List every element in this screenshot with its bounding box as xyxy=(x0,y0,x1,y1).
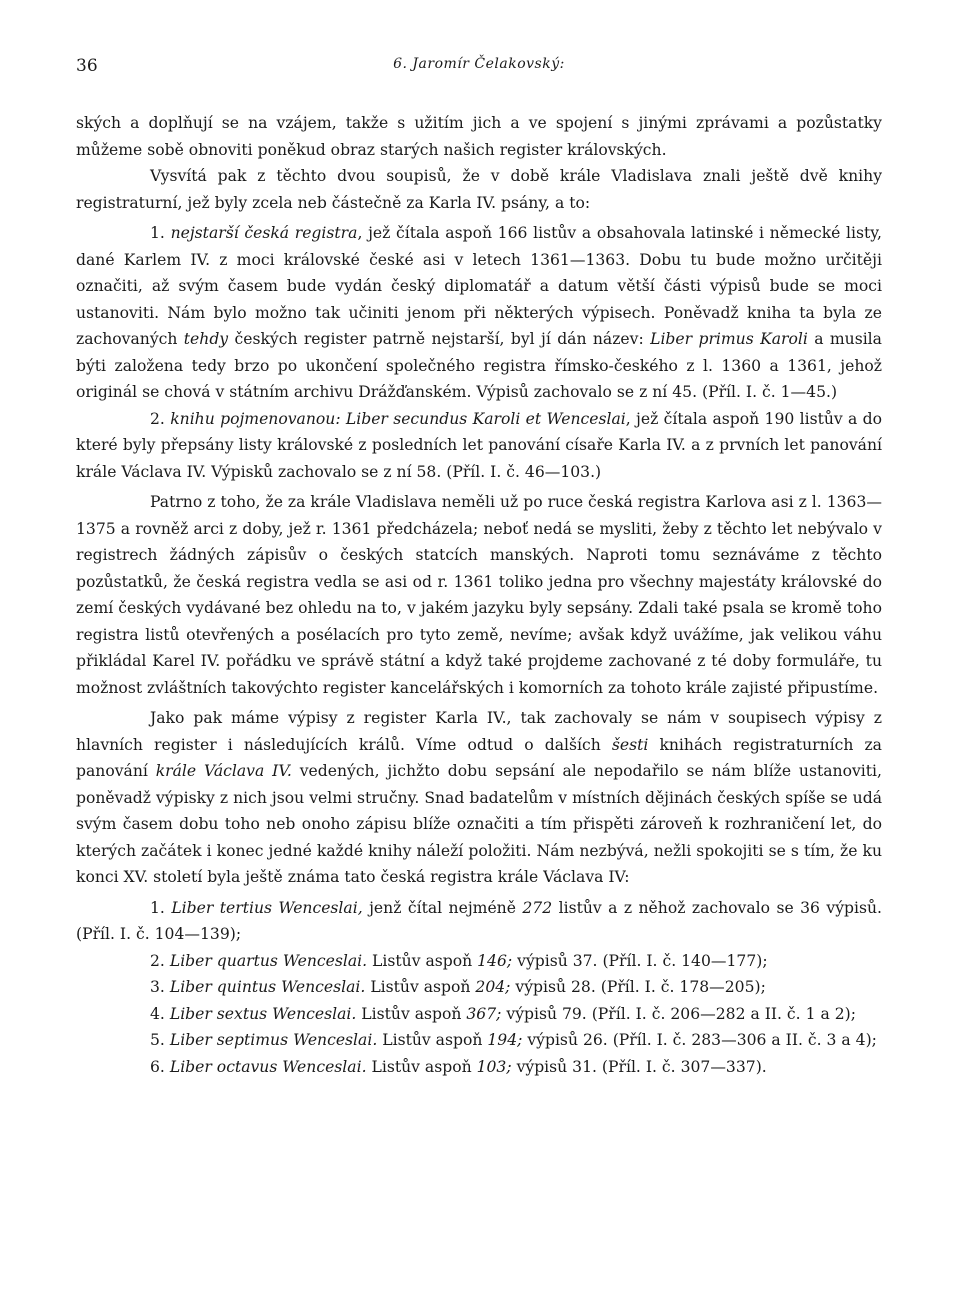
list-item-count: 204; xyxy=(475,978,511,996)
paragraph-4-number: 2. xyxy=(150,409,171,428)
list-item xyxy=(76,948,882,975)
paragraph-3-number: 1. xyxy=(150,224,171,242)
list-item-title: Liber quartus Wenceslai. xyxy=(169,951,368,970)
list-item-number: 1. xyxy=(150,898,172,917)
list-item xyxy=(76,1054,882,1081)
list-item-number: 6. xyxy=(150,1057,170,1076)
list-item-title: Liber septimus Wenceslai. xyxy=(169,1031,378,1049)
paragraph-5: Patrno z toho, že za krále Vladislava neměli už po ruce česká registra Karlova asi z l. 1363—1375 a rovněž arci z doby, jež r. 1361 předcházela; neboť nedá se mysliti, žeby z těchto let nebývalo v registrech žádných zápisův o českých statcích manských. Naproti tomu seznáváme z těchto pozůstatků, že česká registra vedla se asi od r. 1361 toliko jedna pro všechny majestáty královské do zemí českých vydávané bez ohledu na to, v jakém jazyku byly sepsány. Zdali také psala se kromě toho registra listů otevřených a posélacích pro tyto země, nevíme; avšak když uvážíme, jak velikou váhu přikládal Karel IV. pořádku ve správě státní a když také projdeme zachované z té doby formuláře, tu možnost zvláštních takovýchto register kancelářských i komorních za tohoto krále zajisté připustíme. xyxy=(76,493,882,697)
list-item xyxy=(76,974,882,1001)
list-item-title: Liber sextus Wenceslai. xyxy=(169,1004,357,1023)
body-text xyxy=(76,110,882,1080)
list-item-text: listův a z něhož zachovalo se 36 výpisů. (Příl. I. č. 104—139); xyxy=(76,898,882,943)
list-item-text: výpisů 37. (Příl. I. č. 140—177); xyxy=(512,951,768,970)
paragraph-6-emphasis-1: šesti xyxy=(611,735,649,754)
paragraph-1: ských a doplňují se na vzájem, takže s užitím jich a ve spojení s jinými zprávami a pozůstatky můžeme sobě obnoviti poněkud obraz starých našich register královských. xyxy=(76,114,882,159)
list-item xyxy=(76,1001,882,1028)
list-item xyxy=(76,1027,882,1054)
list-item-count: 272 xyxy=(522,898,553,917)
list-item-text: Listův aspoň xyxy=(377,1031,488,1049)
list-item-number: 5. xyxy=(150,1031,170,1049)
paragraph-3 xyxy=(76,220,882,406)
page-header xyxy=(76,56,882,82)
list-item-count: 194; xyxy=(487,1031,523,1049)
list-item-number: 2. xyxy=(150,951,170,970)
paragraph-6-emphasis-2: krále Václava IV. xyxy=(155,762,292,780)
paragraph-3-text-1: , jež čítala aspoň 166 listův a obsahovala latinské i německé listy, dané Karlem IV. z moci královské české asi v letech 1361—1363. Dobu tu bude možno určitěji označiti, až svým časem bude vydán český diplomatář a datum větší části výpisů bude se moci ustanoviti. Nám bylo možno tak učiniti jenom při některých výpisech. Poněvadž kniha ta byla ze zachovaných xyxy=(76,224,882,348)
list-item-text: jenž čítal nejméně xyxy=(362,898,523,917)
list-item-text: Listův aspoň xyxy=(366,1057,477,1076)
page-number: 36 xyxy=(76,56,98,76)
paragraph-3-emphasis-1: nejstarší česká registra xyxy=(170,224,358,242)
list-item xyxy=(76,895,882,948)
paragraph-6-text-3: vedených, jichžto dobu sepsání ale nepodařilo se nám blíže ustanoviti, poněvadž výpisky z nich jsou velmi stručny. Snad badatelům v místních dějinách českých spíše se udá svým časem dobu toho neb onoho zápisu blíže označiti a tím přispěti zároveň k rozhraničení let, do kterých začátek i konec jedné každé knihy náleží položiti. Nám nezbývá, nežli spokojiti se s tím, že ku konci XV. století byla ještě známa tato česká registra krále Václava IV: xyxy=(76,762,882,886)
paragraph-6-text-1: Jako pak máme výpisy z register Karla IV., tak zachovaly se nám v soupisech výpisy z hlavních register i následujících králů. Víme odtud o dalších xyxy=(76,709,882,754)
paragraph-6 xyxy=(76,705,882,891)
paragraph-4-text: , jež čítala aspoň 190 listův a do které byly přepsány listy královské z posledních let panování císaře Karla IV. a z prvních let panování krále Václava IV. Výpisků zachovalo se z ní 58. (Příl. I. č. 46—103.) xyxy=(76,409,882,481)
list-item-number: 3. xyxy=(150,978,170,996)
list-item-text: výpisů 26. (Příl. I. č. 283—306 a II. č. 3 a 4); xyxy=(522,1031,877,1049)
list-item-title: Liber quintus Wenceslai. xyxy=(169,978,366,996)
paragraph-3-text-3: a musila býti založena tedy brzo po ukončení společného registra římsko-českého z l. 1360 a 1361, jehož originál se chová v státním archivu Drážďanském. Výpisů zachovalo se z ní 45. (Příl. I. č. 1—45.) xyxy=(76,330,882,401)
paragraph-2: Vysvítá pak z těchto dvou soupisů, že v době krále Vladislava znali ještě dvě knihy registraturní, jež byly zcela neb částečně za Karla IV. psány, a to: xyxy=(76,167,882,212)
list-item-title: Liber tertius Wenceslai, xyxy=(171,898,363,917)
paragraph-6-text-2: knihách registraturních za panování xyxy=(76,735,882,780)
list-item-text: výpisů 31. (Příl. I. č. 307—337). xyxy=(511,1057,767,1076)
register-list xyxy=(76,895,882,1081)
list-item-number: 4. xyxy=(150,1004,170,1023)
list-item-count: 367; xyxy=(466,1004,502,1023)
paragraph-3-emphasis-3: Liber primus Karoli xyxy=(650,330,808,348)
paragraph-4 xyxy=(76,406,882,486)
list-item-text: výpisů 28. (Příl. I. č. 178—205); xyxy=(510,978,766,996)
running-head: 6. Jaromír Čelakovský: xyxy=(393,56,565,72)
paragraph-3-emphasis-2: tehdy xyxy=(183,330,229,348)
list-item-text: Listův aspoň xyxy=(356,1004,467,1023)
paragraph-3-text-2: českých register patrně nejstarší, byl jí dán název: xyxy=(228,330,651,348)
list-item-text: Listův aspoň xyxy=(365,978,476,996)
list-item-title: Liber octavus Wenceslai. xyxy=(169,1057,367,1076)
list-item-text: výpisů 79. (Příl. I. č. 206—282 a II. č. 1 a 2); xyxy=(501,1004,856,1023)
list-item-count: 146; xyxy=(477,951,513,970)
paragraph-4-emphasis: knihu pojmenovanou: Liber secundus Karoli et Wenceslai xyxy=(170,409,626,428)
list-item-count: 103; xyxy=(476,1057,512,1076)
list-item-text: Listův aspoň xyxy=(367,951,478,970)
